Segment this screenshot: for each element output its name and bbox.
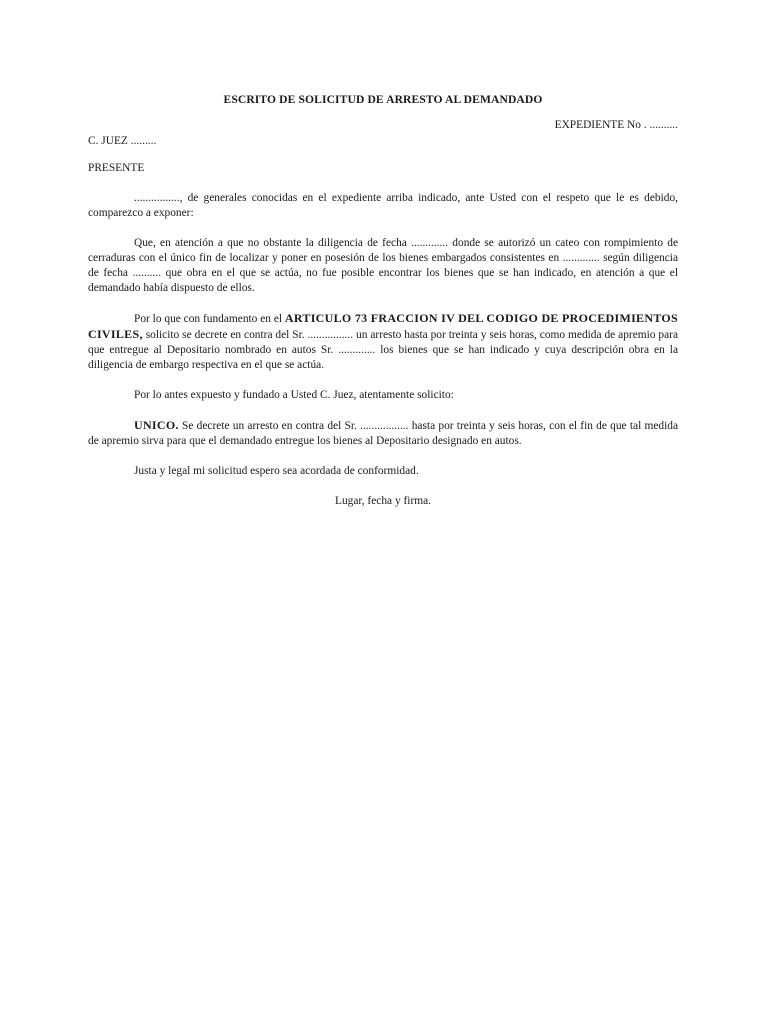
paragraph-facts: Que, en atención a que no obstante la diligencia de fecha ............. donde se autorizó un cateo con rompimiento de cerraduras con el único fin de localizar y poner en posesión de los bienes embargados consistentes en ............. según diligencia de fecha .......... que obra en el que se actúa, no fue posible encontrar los bienes que se han indicado, en atención a que el demandado había dispuesto de ellos. bbox=[88, 237, 678, 294]
unico-text: Se decrete un arresto en contra del Sr. ................. hasta por treinta y seis horas, con el fin de que tal medida de apremio sirva para que el demandado entregue los bienes al Depositario designado en autos. bbox=[88, 420, 678, 447]
paragraph-unico bbox=[88, 418, 678, 449]
unico-label: UNICO. bbox=[134, 418, 179, 432]
document-title: ESCRITO DE SOLICITUD DE ARRESTO AL DEMANDADO bbox=[223, 93, 543, 106]
presente-line: PRESENTE bbox=[88, 162, 145, 174]
document-page bbox=[88, 92, 678, 509]
paragraph-legal-basis bbox=[88, 311, 678, 373]
signature-line: Lugar, fecha y firma. bbox=[335, 495, 431, 507]
legal-basis-intro: Por lo que con fundamento en el bbox=[134, 313, 285, 325]
paragraph-intro: ................, de generales conocidas en el expediente arriba indicado, ante Usted con el respeto que le es debido, comparezco a exponer: bbox=[88, 192, 678, 219]
paragraph-closing-request: Justa y legal mi solicitud espero sea acordada de conformidad. bbox=[134, 465, 419, 477]
legal-article-reference: ARTICULO 73 FRACCION IV DEL CODIGO DE PROCEDIMIENTOS CIVILES, bbox=[88, 311, 679, 341]
expediente-line: EXPEDIENTE No . .......... bbox=[554, 119, 678, 131]
addressee-line: C. JUEZ ......... bbox=[88, 135, 157, 147]
paragraph-petition-intro: Por lo antes expuesto y fundado a Usted C. Juez, atentamente solicito: bbox=[134, 389, 454, 401]
legal-basis-request: solicito se decrete en contra del Sr. ................ un arresto hasta por treinta y seis horas, como medida de apremio para que entregue al Depositario nombrado en autos Sr. ............. los bienes que se han indicado y cuya descripción obra en la diligencia de embargo respectiva en el que se actúa. bbox=[88, 329, 678, 371]
